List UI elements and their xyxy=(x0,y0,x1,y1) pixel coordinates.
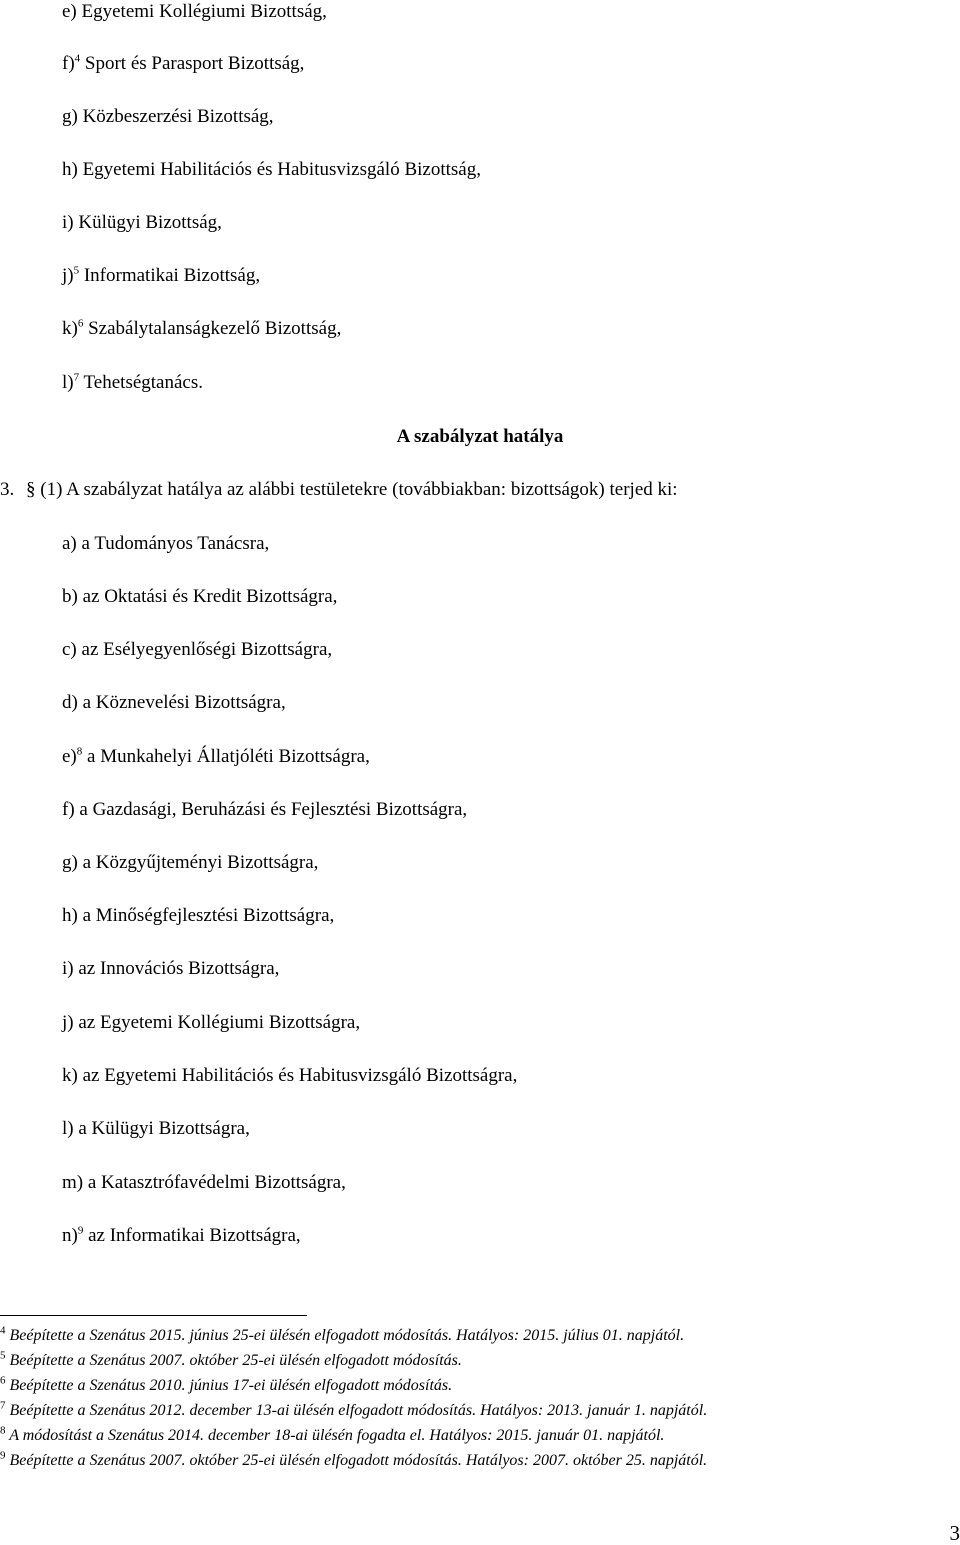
footnote-ref[interactable]: 8 xyxy=(77,746,83,758)
footnote: $^7$ Beépítette a Szenátus 2012. december 13-ai ülésén elfogadott módosítás. Hatályos: 2013. január 1. napjától. xyxy=(0,1401,707,1421)
list-item: b) az Oktatási és Kredit Bizottságra, xyxy=(62,585,337,609)
footnote-ref[interactable]: 6 xyxy=(78,318,84,330)
list-item: h) a Minőségfejlesztési Bizottságra, xyxy=(62,904,334,928)
footnote: $^6$ Beépítette a Szenátus 2010. június 17-ei ülésén elfogadott módosítás. xyxy=(0,1376,452,1396)
list-item: e)$^8$ a Munkahelyi Állatjóléti Bizottságra, xyxy=(62,745,370,769)
footnote-ref[interactable]: 9 xyxy=(78,1225,84,1237)
list-item: l)$^7$ Tehetségtanács. xyxy=(62,371,203,395)
section-heading: A szabályzat hatálya xyxy=(0,425,960,449)
footnote-separator xyxy=(0,1315,307,1316)
footnote: $^9$ Beépítette a Szenátus 2007. október 25-ei ülésén elfogadott módosítás. Hatályos: 2007. október 25. napjától. xyxy=(0,1451,707,1471)
footnote-ref[interactable]: 4 xyxy=(75,53,81,65)
list-item: k) az Egyetemi Habilitációs és Habitusvizsgáló Bizottságra, xyxy=(62,1064,517,1088)
footnote: $^4$ Beépítette a Szenátus 2015. június 25-ei ülésén elfogadott módosítás. Hatályos: 2015. július 01. napjától. xyxy=(0,1326,684,1346)
list-item: g) a Közgyűjteményi Bizottságra, xyxy=(62,851,318,875)
list-item: j)$^5$ Informatikai Bizottság, xyxy=(62,264,260,288)
list-item: m) a Katasztrófavédelmi Bizottságra, xyxy=(62,1171,346,1195)
paragraph-number: 3. xyxy=(0,478,14,502)
footnote-ref[interactable]: 7 xyxy=(74,372,80,384)
list-item: f)$^4$ Sport és Parasport Bizottság, xyxy=(62,52,304,76)
list-item: k)$^6$ Szabálytalanságkezelő Bizottság, xyxy=(62,317,341,341)
list-item: f) a Gazdasági, Beruházási és Fejlesztési Bizottságra, xyxy=(62,798,467,822)
list-item: d) a Köznevelési Bizottságra, xyxy=(62,691,286,715)
list-item: i) Külügyi Bizottság, xyxy=(62,211,222,235)
paragraph-text: § (1) A szabályzat hatálya az alábbi testületekre (továbbiakban: bizottságok) terjed ki: xyxy=(26,478,678,502)
footnote: $^5$ Beépítette a Szenátus 2007. október 25-ei ülésén elfogadott módosítás. xyxy=(0,1351,462,1371)
list-item: c) az Esélyegyenlőségi Bizottságra, xyxy=(62,638,332,662)
footnote-ref[interactable]: 5 xyxy=(74,265,80,277)
list-item: e) Egyetemi Kollégiumi Bizottság, xyxy=(62,0,327,24)
list-item: h) Egyetemi Habilitációs és Habitusvizsgáló Bizottság, xyxy=(62,158,481,182)
list-item: a) a Tudományos Tanácsra, xyxy=(62,532,269,556)
footnote: $^8$ A módosítást a Szenátus 2014. december 18-ai ülésén fogadta el. Hatályos: 2015. január 01. napjától. xyxy=(0,1426,664,1446)
list-item: i) az Innovációs Bizottságra, xyxy=(62,957,279,981)
list-item: g) Közbeszerzési Bizottság, xyxy=(62,105,274,129)
list-item: n)$^9$ az Informatikai Bizottságra, xyxy=(62,1224,301,1248)
page-number: 3 xyxy=(950,1521,960,1545)
list-item: l) a Külügyi Bizottságra, xyxy=(62,1117,250,1141)
list-item: j) az Egyetemi Kollégiumi Bizottságra, xyxy=(62,1011,360,1035)
